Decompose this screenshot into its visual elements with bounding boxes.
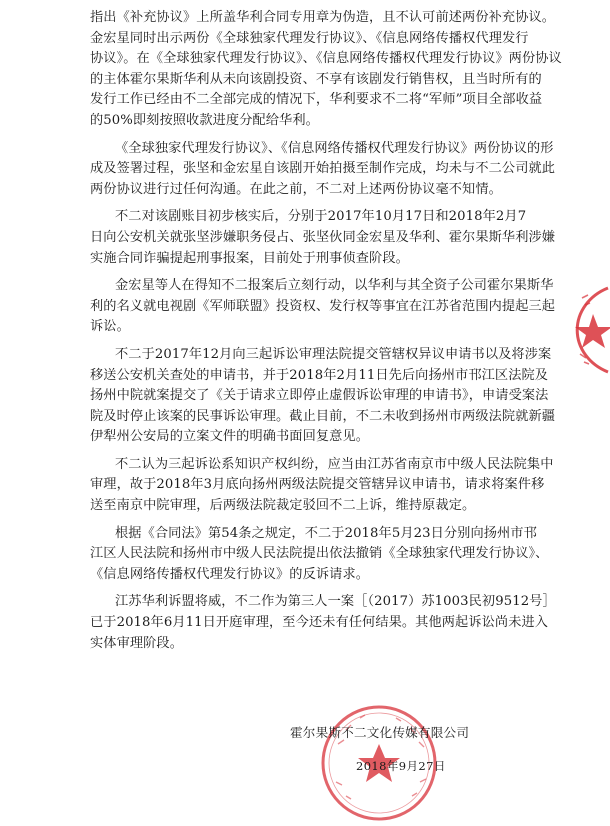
text-line: 实施合同诈骗提起刑事报案，目前处于刑事侦查阶段。 — [90, 250, 409, 266]
text-line: 《信息网络传播权代理发行协议》的反诉请求。 — [90, 566, 370, 582]
text-line: 《全球独家代理发行协议》、《信息网络传播权代理发行协议》两份协议的形 — [115, 140, 554, 156]
text-line: 的主体霍尔果斯华利从未向该剧投资、不享有该剧发行销售权，且当时所有的 — [90, 71, 542, 87]
text-line: 已于2018年6月11日开庭审理，至今还未有任何结果。其他两起诉讼尚未进入 — [90, 615, 549, 631]
text-line: 协议》。在《全球独家代理发行协议》、《信息网络传播权代理发行协议》两份协议 — [90, 51, 562, 67]
paragraph — [90, 139, 610, 201]
paragraph — [90, 592, 610, 654]
text-line: 不二认为三起诉讼系知识产权纠纷，应当由江苏省南京市中级人民法院集中 — [115, 456, 554, 472]
text-line: 实体审理阶段。 — [90, 635, 184, 651]
paragraph — [90, 524, 610, 586]
text-line: 指出《补充协议》上所盖华利合同专用章为伪造，且不认可前述两份补充协议。 — [90, 10, 556, 25]
text-line: 发行工作已经由不二全部完成的情况下，华利要求不二将“军师”项目全部收益 — [90, 92, 543, 108]
text-line: 院及时停止该案的民事诉讼审理。截止目前，不二未收到扬州市两级法院就新疆 — [90, 408, 556, 424]
text-line: 成及签署过程，张坚和金宏星自该剧开始拍摄至制作完成，均未与不二公司就此 — [90, 161, 556, 177]
signature-block — [282, 718, 542, 803]
text-line: 的50%即刻按照收款进度分配给华利。 — [90, 112, 319, 128]
paragraph — [90, 455, 610, 517]
text-line: 不二对该剧账目初步核实后，分别于2017年10月17日和2018年2月7 — [115, 209, 527, 225]
text-line: 送至南京中院审理，后两级法院裁定驳回不二上诉，维持原裁定。 — [90, 498, 476, 514]
text-line: 江苏华利诉盟将威，不二作为第三人一案［（2017）苏1003民初9512号］ — [115, 594, 556, 610]
text-line: 不二于2017年12月向三起诉讼审理法院提交管辖权异议申请书以及将涉案 — [115, 346, 552, 362]
text-line: 金宏星同时出示两份《全球独家代理发行协议》、《信息网络传播权代理发行 — [90, 30, 529, 46]
paragraph — [90, 8, 610, 132]
text-line: 伊犁州公安局的立案文件的明确书面回复意见。 — [90, 429, 370, 445]
text-line: 审理，故于2018年3月底向扬州两级法院提交管辖异议申请书，请求将案件移 — [90, 477, 545, 493]
company-name: 霍尔果斯不二文化传媒有限公司 — [290, 725, 470, 740]
text-line: 根据《合同法》第54条之规定，不二于2018年5月23日分别向扬州市邗 — [115, 525, 537, 541]
edge-seal-fragment — [490, 280, 610, 380]
text-line: 扬州中院就案提交了《关于请求立即停止虚假诉讼审理的申请书》，申请受案法 — [90, 388, 549, 404]
signature-date: 2018年9月27日 — [356, 759, 446, 773]
text-line: 两份协议进行过任何沟通。在此之前，不二对上述两份协议毫不知情。 — [90, 181, 502, 197]
paragraph — [90, 207, 610, 269]
text-line: 移送公安机关查处的申请书，并于2018年2月11日先后向扬州市邗江区法院及 — [90, 367, 549, 383]
text-line: 金宏星等人在得知不二报案后立刻行动，以华利与其全资子公司霍尔果斯华 — [115, 278, 554, 294]
text-line: 日向公安机关就张坚涉嫌职务侵占、张坚伙同金宏星及华利、霍尔果斯华利涉嫌 — [90, 229, 556, 245]
text-line: 江区人民法院和扬州市中级人民法院提出依法撤销《全球独家代理发行协议》、 — [90, 546, 549, 562]
text-line: 诉讼。 — [90, 319, 130, 335]
text-line: 利的名义就电视剧《军师联盟》投资权、发行权等事宜在江苏省范围内提起三起 — [90, 298, 556, 314]
